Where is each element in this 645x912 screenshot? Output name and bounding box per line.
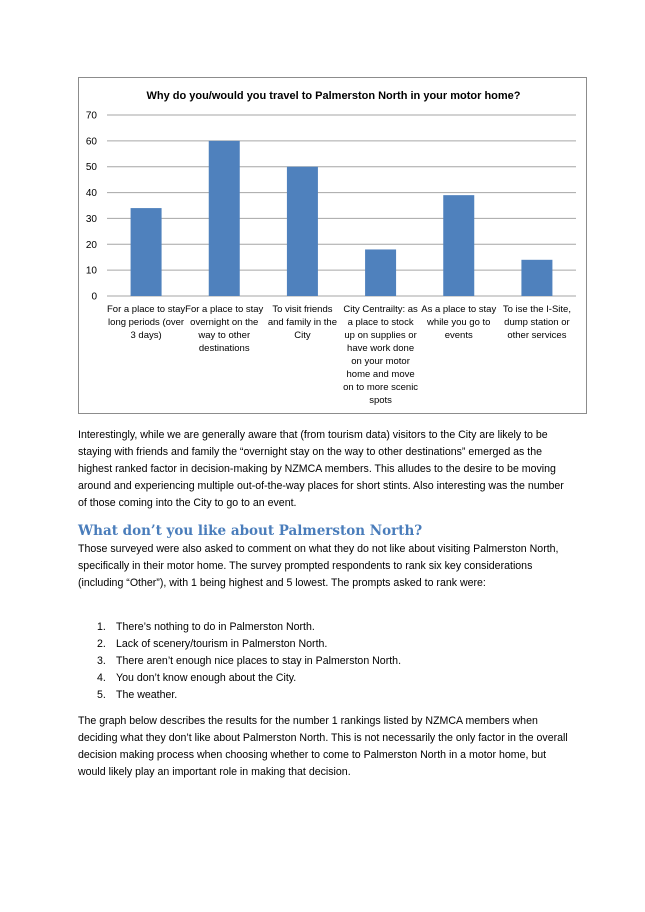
- bar: [443, 195, 474, 296]
- bar: [521, 260, 552, 296]
- list-text: Lack of scenery/tourism in Palmerston North.: [116, 638, 328, 650]
- y-tick-label: 50: [85, 162, 97, 174]
- x-category-label: To visit friends and family in the City: [267, 304, 337, 341]
- list-number: 1.: [97, 621, 106, 633]
- list-text: The weather.: [116, 689, 178, 701]
- list-number: 3.: [97, 655, 106, 667]
- x-category-label: For a place to stay long periods (over 3 days): [107, 304, 186, 341]
- chart-svg: [79, 78, 588, 415]
- list-item: [97, 636, 401, 653]
- x-category-label: For a place to stay overnight on the way to other destinations: [185, 304, 264, 354]
- bar: [365, 249, 396, 296]
- list-item: [97, 619, 401, 636]
- bar-chart: [78, 77, 587, 414]
- y-axis-ticks: [86, 111, 98, 303]
- y-tick-label: 0: [91, 291, 97, 303]
- ranking-prompts-list: [97, 619, 401, 704]
- y-tick-label: 70: [85, 110, 97, 122]
- list-number: 5.: [97, 689, 106, 701]
- y-tick-label: 40: [85, 188, 97, 200]
- list-text: You don’t know enough about the City.: [116, 672, 297, 684]
- paragraph-survey-intro: Those surveyed were also asked to comment on what they do not like about visiting Palmerston North, specifically in their motor home. The survey prompted respondents to rank six key considerations (including “Other”), with 1 being highest and 5 lowest. The prompts asked to rank were:: [78, 543, 559, 589]
- list-item: [97, 653, 401, 670]
- x-category-label: As a place to stay while you go to events: [421, 304, 497, 341]
- x-category-label: To ise the I-Site, dump station or other services: [502, 304, 571, 341]
- bar: [287, 167, 318, 296]
- list-text: There’s nothing to do in Palmerston North.: [116, 621, 315, 633]
- list-number: 4.: [97, 672, 106, 684]
- x-category-label: City Centrailty: as a place to stock up on supplies or have work done on your motor home and move on to more scenic spots: [343, 304, 419, 406]
- y-tick-label: 30: [85, 213, 97, 225]
- list-item: [97, 670, 401, 687]
- paragraph-interestingly: Interestingly, while we are generally aware that (from tourism data) visitors to the City are likely to be staying with friends and family the “overnight stay on the way to other destinations” emerged as the highest ranked factor in decision-making by NZMCA members. This alludes to the desire to be moving around and experiencing multiple out-of-the-way places for short stints. Also interesting was the number of those coming into the City to go to an event.: [78, 429, 564, 509]
- list-text: There aren’t enough nice places to stay in Palmerston North.: [116, 655, 402, 667]
- y-tick-label: 60: [85, 136, 97, 148]
- chart-title: Why do you/would you travel to Palmerston North in your motor home?: [146, 90, 521, 102]
- paragraph-graph-description: The graph below describes the results for the number 1 rankings listed by NZMCA members when deciding what they don’t like about Palmerston North. This is not necessarily the only factor in the overall decision making process when choosing whether to come to Palmerston North in a motor home, but would likely play an important role in making that decision.: [78, 715, 568, 778]
- y-tick-label: 20: [85, 239, 97, 251]
- y-tick-label: 10: [85, 265, 97, 277]
- gridlines: [107, 115, 576, 296]
- list-item: [97, 687, 401, 704]
- section-heading: What don’t you like about Palmerston North?: [78, 523, 423, 539]
- list-number: 2.: [97, 638, 106, 650]
- bar: [131, 208, 162, 296]
- bar: [209, 141, 240, 296]
